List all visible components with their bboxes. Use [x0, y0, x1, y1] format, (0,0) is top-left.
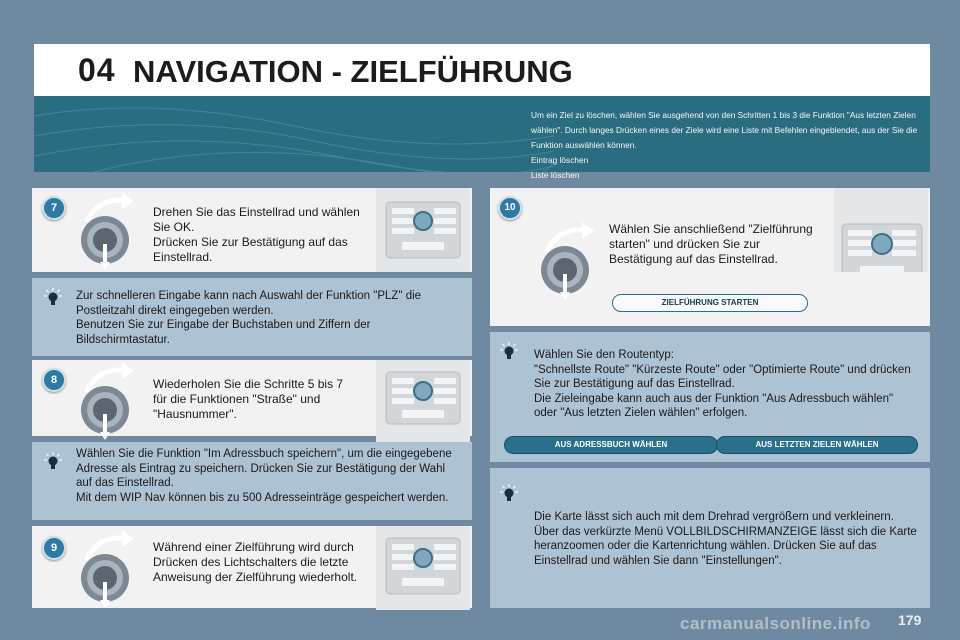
- radio-unit-icon: [376, 188, 470, 272]
- intro-paragraph: Um ein Ziel zu löschen, wählen Sie ausgehend von den Schritten 1 bis 3 die Funktion "Aus letzten Zielen wählen". Durch langes Drücken eines der Ziele wird eine Liste mit Befehlen eingeblendet, aus der Sie die Funktion auswählen können.: [531, 110, 918, 150]
- intro-option-delete-entry: Eintrag löschen: [531, 155, 589, 165]
- radio-unit-icon: [376, 360, 470, 444]
- watermark: carmanualsonline.info: [680, 614, 871, 633]
- rotate-knob-icon: [78, 530, 140, 608]
- aus-letzten-zielen-waehlen-button[interactable]: AUS LETZTEN ZIELEN WÄHLEN: [716, 436, 918, 454]
- aus-adressbuch-waehlen-button[interactable]: AUS ADRESSBUCH WÄHLEN: [504, 436, 718, 454]
- lightbulb-icon: [500, 484, 518, 502]
- rotate-knob-icon: [78, 192, 140, 270]
- zielfuehrung-starten-button[interactable]: ZIELFÜHRUNG STARTEN: [612, 294, 808, 312]
- tip-2-text: Wählen Sie die Funktion "Im Adressbuch speichern", um die eingegebene Adresse als Eintrag zu speichern. Drücken Sie zur Bestätigung der Wahl auf das Einstellrad. Mit dem WIP Nav können bis zu 500 Adresseinträge gespeichert werden.: [76, 448, 452, 504]
- step-10-text: Wählen Sie anschließend "Zielführung starten" und drücken Sie zur Bestätigung auf das Einstellrad.: [609, 222, 813, 266]
- step-7-text: Drehen Sie das Einstellrad und wählen Sie OK. Drücken Sie zur Bestätigung auf das Einstellrad.: [153, 205, 360, 264]
- tip-1-text: Zur schnelleren Eingabe kann nach Auswahl der Funktion "PLZ" die Postleitzahl direkt eingegeben werden. Benutzen Sie zur Eingabe der Buchstaben und Ziffern der Bildschirmtastatur.: [76, 290, 422, 346]
- rotate-knob-icon: [78, 362, 140, 440]
- page-title: NAVIGATION - ZIELFÜHRUNG: [133, 54, 573, 89]
- tip-4-text: Die Karte lässt sich auch mit dem Drehrad vergrößern und verkleinern. Über das verkürzte Menü VOLLBILDSCHIRMANZEIGE lässt sich die Karte heranzoomen oder die Kartenrichtung wählen. Drücken Sie auf das Einstellrad und wählen Sie dann "Einstellungen".: [534, 511, 917, 567]
- intro-option-delete-list: Liste löschen: [531, 170, 580, 180]
- chapter-number: 04: [78, 52, 116, 88]
- rotate-knob-icon: [538, 222, 600, 300]
- radio-unit-icon: [834, 188, 928, 272]
- tip-3-text: Wählen Sie den Routentyp: "Schnellste Route" "Kürzeste Route" oder "Optimierte Route" und drücken Sie zur Bestätigung auf das Einstellrad. Die Zieleingabe kann auch aus der Funktion "Aus Adressbuch wählen" oder "Aus letzten Zielen wählen" erfolgen.: [534, 349, 911, 419]
- step-9-text: Während einer Zielführung wird durch Drücken des Lichtschalters die letzte Anweisung der Zielführung wiederholt.: [153, 540, 358, 584]
- lightbulb-icon: [500, 342, 518, 360]
- step-7-badge: 7: [42, 196, 66, 220]
- intro-text-block: [531, 108, 921, 183]
- page-number: 179: [898, 612, 922, 628]
- radio-unit-icon: [376, 526, 470, 610]
- step-10-badge: 10: [498, 196, 522, 220]
- step-9-badge: 9: [42, 536, 66, 560]
- lightbulb-icon: [44, 288, 62, 306]
- step-8-badge: 8: [42, 368, 66, 392]
- lightbulb-icon: [44, 452, 62, 470]
- step-8-text: Wiederholen Sie die Schritte 5 bis 7 für die Funktionen "Straße" und "Hausnummer".: [153, 377, 344, 421]
